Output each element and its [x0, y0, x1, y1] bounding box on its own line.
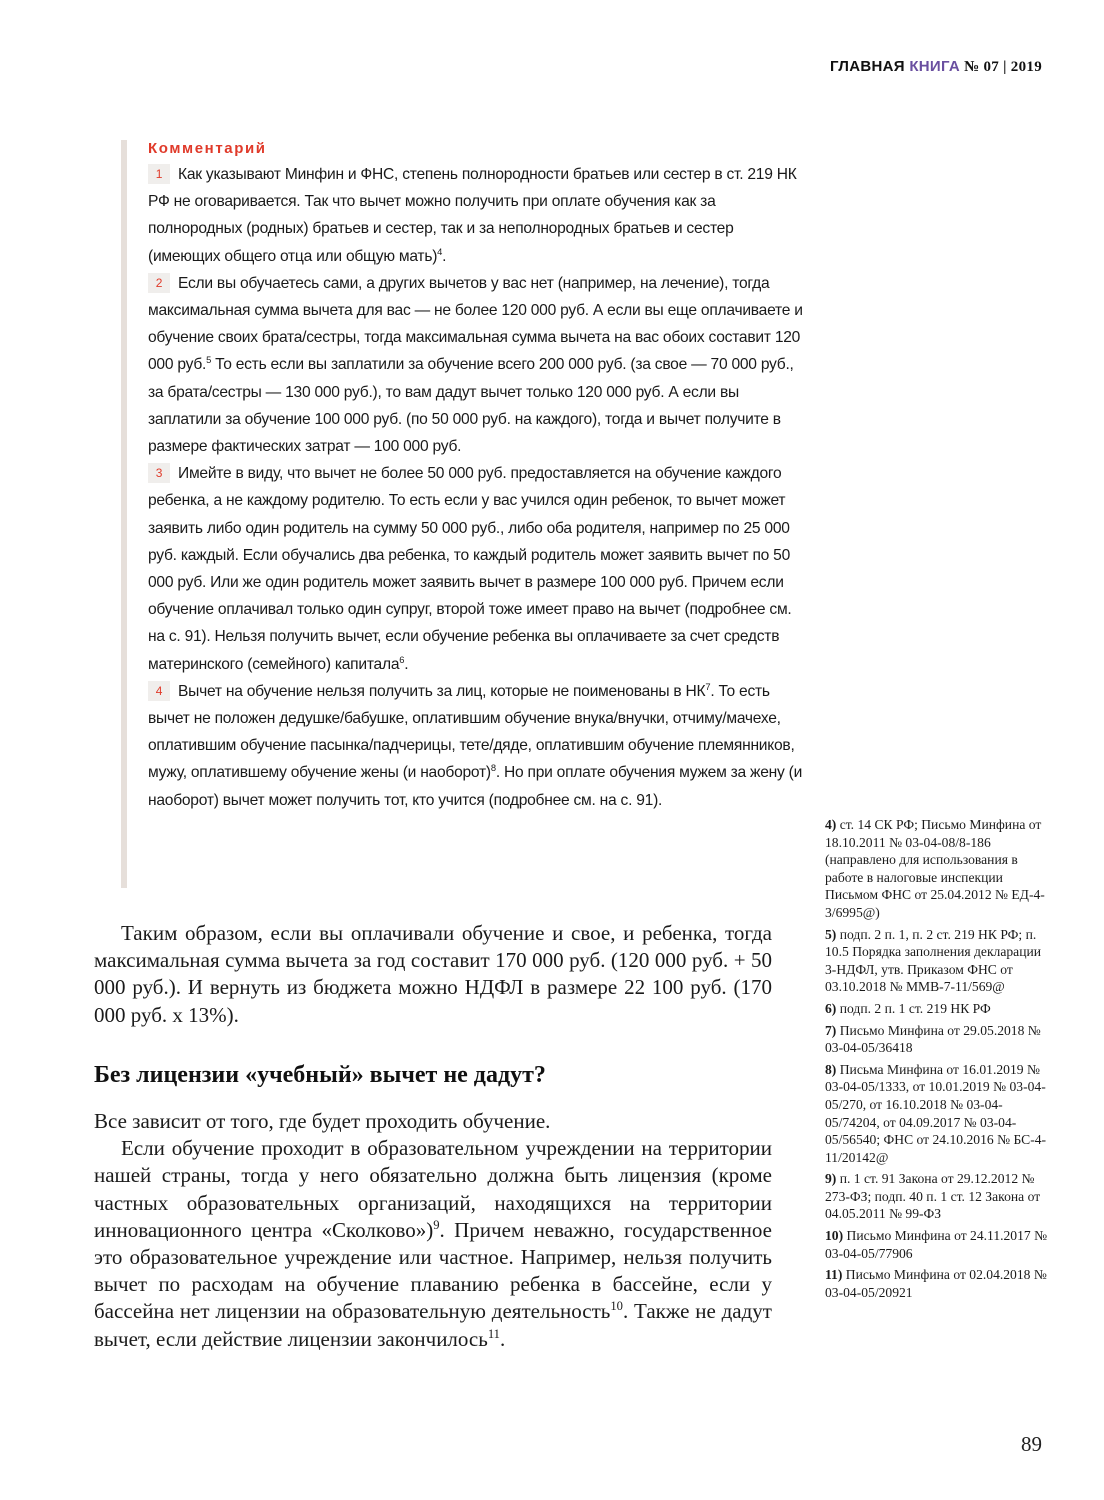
item-number-badge: 3 [148, 463, 170, 483]
footnote-ref[interactable]: 9 [433, 1217, 440, 1232]
comment-item: 1 Как указывают Минфин и ФНС, степень полнородности братьев или сестер в ст. 219 НК РФ не оговаривается. Так что вычет можно получить при оплате обучения как за полнородных (родных) братьев и сестер, так и за неполнородных братьев и сестер (имеющих общего отца или общую мать)$^4$. [148, 166, 797, 265]
section-body [94, 1108, 772, 1353]
brand-name: ГЛАВНАЯ [830, 58, 910, 75]
footnote-number: 11) [825, 1267, 843, 1283]
footnotes-sidebar [825, 816, 1055, 1305]
item-number-badge: 4 [148, 681, 170, 701]
item-number-badge: 2 [148, 273, 170, 293]
section-heading: Без лицензии «учебный» вычет не дадут? [94, 1062, 546, 1088]
footnote-number: 5) [825, 926, 837, 942]
comment-box [121, 140, 808, 888]
comment-item: 3 Имейте в виду, что вычет не более 50 000 руб. предоставляется на обучение каждого ребенка, а не каждому родителю. То есть если у вас учился один ребенок, то вычет может заявить либо один родитель на сумму 50 000 руб., либо оба родителя, например по 25 000 руб. каждый. Если обучались два ребенка, то каждый родитель может заявить вычет по 50 000 руб. Или же один родитель может заявить вычет в размере 100 000 руб. Причем если обучение оплачивал только один супруг, второй тоже имеет право на вычет (подробнее см. на с. 91). Нельзя получить вычет, если обучение ребенка вы оплачиваете за счет средств материнского (семейного) капитала$^6$. [148, 465, 792, 673]
footnote-number: 8) [825, 1061, 837, 1077]
comment-title: Комментарий [148, 140, 267, 157]
footnote-ref[interactable]: 4 [437, 246, 443, 257]
comment-item: 2 Если вы обучаетесь сами, а других вычетов у вас нет (например, на лечение), тогда максимальная сумма вычета для вас — не более 120 000 руб. А если вы еще оплачиваете и обучение своих брата/сестры, тогда максимальная сумма вычета на вас обоих составит 120 000 руб.$^5$ То есть если вы заплатили за обучение всего 200 000 руб. (за свое — 70 000 руб., за брата/сестры — 130 000 руб.), то вам дадут вычет только 120 000 руб. А если вы заплатили за обучение 100 000 руб. (по 50 000 руб. на каждого), тогда и вычет получите в размере фактических затрат — 100 000 руб. [148, 274, 803, 456]
footnote: 10) Письмо Минфина от 24.11.2017 № 03-04-05/77906 [825, 1228, 1048, 1261]
footnote: 5) подп. 2 п. 1, п. 2 ст. 219 НК РФ; п. 10.5 Порядка заполнения декларации 3-НДФЛ, утв. Приказом ФНС от 03.10.2018 № ММВ-7-11/569@ [825, 926, 1042, 995]
issue-number: № 07 | 2019 [960, 59, 1042, 75]
item-number-badge: 1 [148, 164, 170, 184]
footnote: 7) Письмо Минфина от 29.05.2018 № 03-04-05/36418 [825, 1022, 1041, 1056]
summary-paragraph: Таким образом, если вы оплачивали обучение и свое, и ребенка, тогда максимальная сумма вычета за год составит 170 000 руб. (120 000 руб. + 50 000 руб.). И вернуть из бюджета можно НДФЛ в размере 22 100 руб. (170 000 руб. х 13%). [94, 921, 772, 1027]
footnote: 9) п. 1 ст. 91 Закона от 29.12.2012 № 273-ФЗ; подп. 40 п. 1 ст. 12 Закона от 04.05.2011 № 99-ФЗ [825, 1171, 1041, 1222]
footnote-number: 9) [825, 1171, 837, 1187]
footnote: 11) Письмо Минфина от 02.04.2018 № 03-04-05/20921 [825, 1267, 1047, 1300]
footnote-number: 7) [825, 1022, 837, 1038]
footnote-ref[interactable]: 5 [206, 355, 212, 366]
footnote-number: 10) [825, 1228, 844, 1244]
summary-section [94, 920, 772, 1029]
footnote-ref[interactable]: 7 [705, 681, 711, 692]
paragraph: Если обучение проходит в образовательном учреждении на территории нашей страны, тогда у него обязательно должна быть лицензия (кроме частных образовательных организаций, находящихся на территории инновационного центра «Сколково»)$^9$. Причем неважно, государственное это образовательное учреждение или частное. Например, нельзя получить вычет по расходам на обучение плаванию ребенка в бассейне, если у бассейна нет лицензии на образовательную деятельность$^{10}$. Также не дадут вычет, если действие лицензии закончилось$^{11}$. [94, 1136, 772, 1351]
brand-name-accent: КНИГА [909, 58, 961, 75]
footnote: 4) ст. 14 СК РФ; Письмо Минфина от 18.10.2011 № 03-04-08/8-186 (направлено для использования в работе в налоговые инспекции Письмом ФНС от 25.04.2012 № ЕД-4-3/6995@) [825, 817, 1045, 920]
footnote: 6) подп. 2 п. 1 ст. 219 НК РФ [825, 1000, 991, 1016]
paragraph: Все зависит от того, где будет проходить обучение. [94, 1109, 551, 1133]
footnote-number: 4) [825, 817, 837, 832]
running-header [830, 58, 1042, 76]
footnote-ref[interactable]: 6 [399, 654, 405, 665]
footnote-ref[interactable]: 10 [610, 1299, 623, 1314]
comment-item: 4 Вычет на обучение нельзя получить за лиц, которые не поименованы в $НК^7$. То есть вычет не положен дедушке/бабушке, оплатившим обучение внука/внучки, отчиму/мачехе, оплатившим обучение пасынка/падчерицы, тете/дяде, оплатившим обучение племянников, мужу, оплатившему обучение жены (и наоборот)$^8$. Но при оплате обучения мужем за жену (и наоборот) вычет может получить тот, кто учится (подробнее см. на с. 91). [148, 681, 803, 809]
page-number: 89 [1021, 1432, 1042, 1456]
footnote-ref[interactable]: 11 [487, 1326, 500, 1341]
footnote-number: 6) [825, 1000, 837, 1016]
footnote: 8) Письма Минфина от 16.01.2019 № 03-04-05/1333, от 10.01.2019 № 03-04-05/270, от 16.10.2018 № 03-04-05/74204, от 04.09.2017 № 03-04-05/56540; ФНС от 24.10.2016 № БС-4-11/20142@ [825, 1061, 1047, 1165]
footnote-ref[interactable]: 8 [490, 763, 496, 774]
